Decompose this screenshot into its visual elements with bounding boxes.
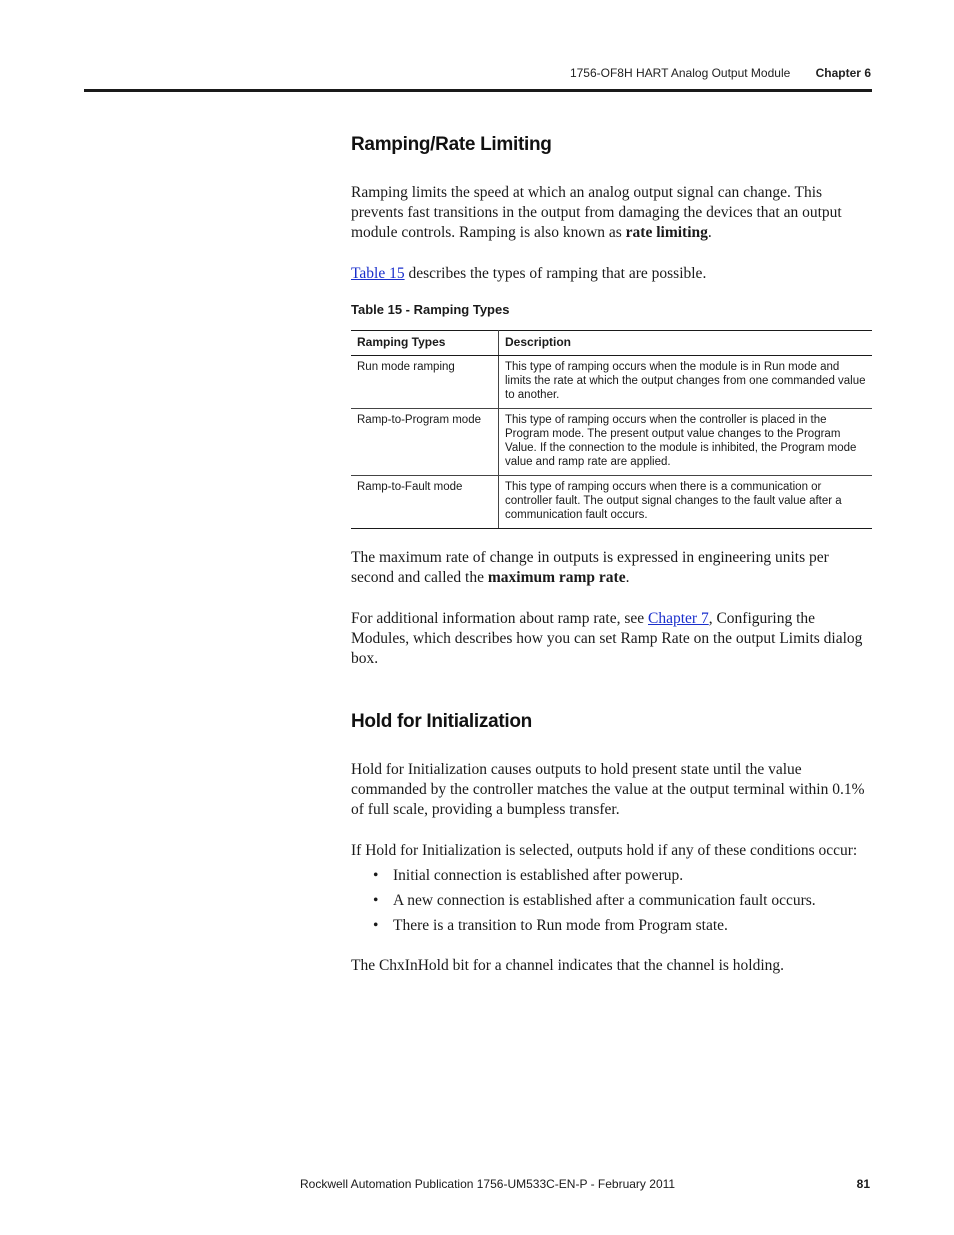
ramping-intro-paragraph <box>351 183 872 243</box>
ramping-intro-end: . <box>707 224 712 241</box>
list-item-text: A new connection is established after a communication fault occurs. <box>393 892 816 909</box>
description-cell: This type of ramping occurs when there is a communication or controller fault. The output signal changes to the fault value after a communication fault occurs. <box>499 476 873 529</box>
section-heading-ramping: Ramping/Rate Limiting <box>351 134 552 155</box>
max-ramp-rate-term: maximum ramp rate <box>487 569 626 586</box>
description-cell: This type of ramping occurs when the module is in Run mode and limits the rate at which the output changes from one commanded value to another. <box>499 356 873 409</box>
table-row <box>351 476 872 529</box>
chapter-7-link[interactable]: Chapter 7 <box>648 610 709 627</box>
list-item-text: There is a transition to Run mode from Program state. <box>393 917 728 934</box>
hold-conditions-list <box>351 866 816 941</box>
ramping-intro-text: Ramping limits the speed at which an analog output signal can change. This prevents fast transitions in the output from damaging the devices that an output module controls. Ramping is also known as <box>351 184 842 241</box>
bullet-icon: • <box>373 892 379 909</box>
hold-bit-paragraph: The ChxInHold bit for a channel indicates that the channel is holding. <box>351 957 785 974</box>
max-ramp-rate-paragraph <box>351 548 872 588</box>
hold-intro-paragraph: Hold for Initialization causes outputs to hold present state until the value commanded by the controller matches the value at the output terminal within 0.1% of full scale, providing a bumpless transfer. <box>351 761 865 818</box>
section-heading-hold: Hold for Initialization <box>351 711 532 732</box>
header-rule <box>84 89 872 92</box>
list-item <box>351 891 816 916</box>
additional-info-end: , Configuring the Modules, which describes how you can set Ramp Rate on the output Limits dialog box. <box>351 610 863 667</box>
description-cell: This type of ramping occurs when the controller is placed in the Program mode. The present output value changes to the Program Value. If the connection to the module is inhibited, the Program mode value and ramp rate are applied. <box>499 409 873 476</box>
additional-info-text: For additional information about ramp rate, see <box>351 610 648 627</box>
header-title: 1756-OF8H HART Analog Output Module <box>569 66 791 80</box>
ramping-types-table <box>351 330 872 529</box>
max-ramp-rate-end: . <box>625 569 630 586</box>
page-number: 81 <box>856 1177 870 1191</box>
ramping-type-cell: Ramp-to-Fault mode <box>351 476 499 529</box>
column-header-ramping-types: Ramping Types <box>351 331 499 356</box>
footer-publication: Rockwell Automation Publication 1756-UM533C-EN-P - February 2011 <box>300 1177 676 1191</box>
hold-conditions-paragraph: If Hold for Initialization is selected, outputs hold if any of these conditions occur: <box>351 842 858 859</box>
rate-limiting-term: rate limiting <box>625 224 708 241</box>
bullet-icon: • <box>373 867 379 884</box>
additional-info-paragraph <box>351 609 872 669</box>
table-row <box>351 409 872 476</box>
bullet-icon: • <box>373 917 379 934</box>
list-item <box>351 916 816 941</box>
list-item <box>351 866 816 891</box>
table-caption: Table 15 - Ramping Types <box>351 302 510 317</box>
table-header-row <box>351 331 872 356</box>
list-item-text: Initial connection is established after powerup. <box>393 867 684 884</box>
page-header <box>570 66 871 80</box>
column-header-description: Description <box>499 331 873 356</box>
max-ramp-rate-text: The maximum rate of change in outputs is expressed in engineering units per second and called the <box>351 549 829 586</box>
header-chapter: Chapter 6 <box>815 66 871 80</box>
table-reference-paragraph <box>351 264 872 284</box>
table-reference-text: describes the types of ramping that are possible. <box>404 265 707 282</box>
ramping-type-cell: Ramp-to-Program mode <box>351 409 499 476</box>
table-15-link[interactable]: Table 15 <box>351 265 405 282</box>
table-row <box>351 356 872 409</box>
ramping-type-cell: Run mode ramping <box>351 356 499 409</box>
